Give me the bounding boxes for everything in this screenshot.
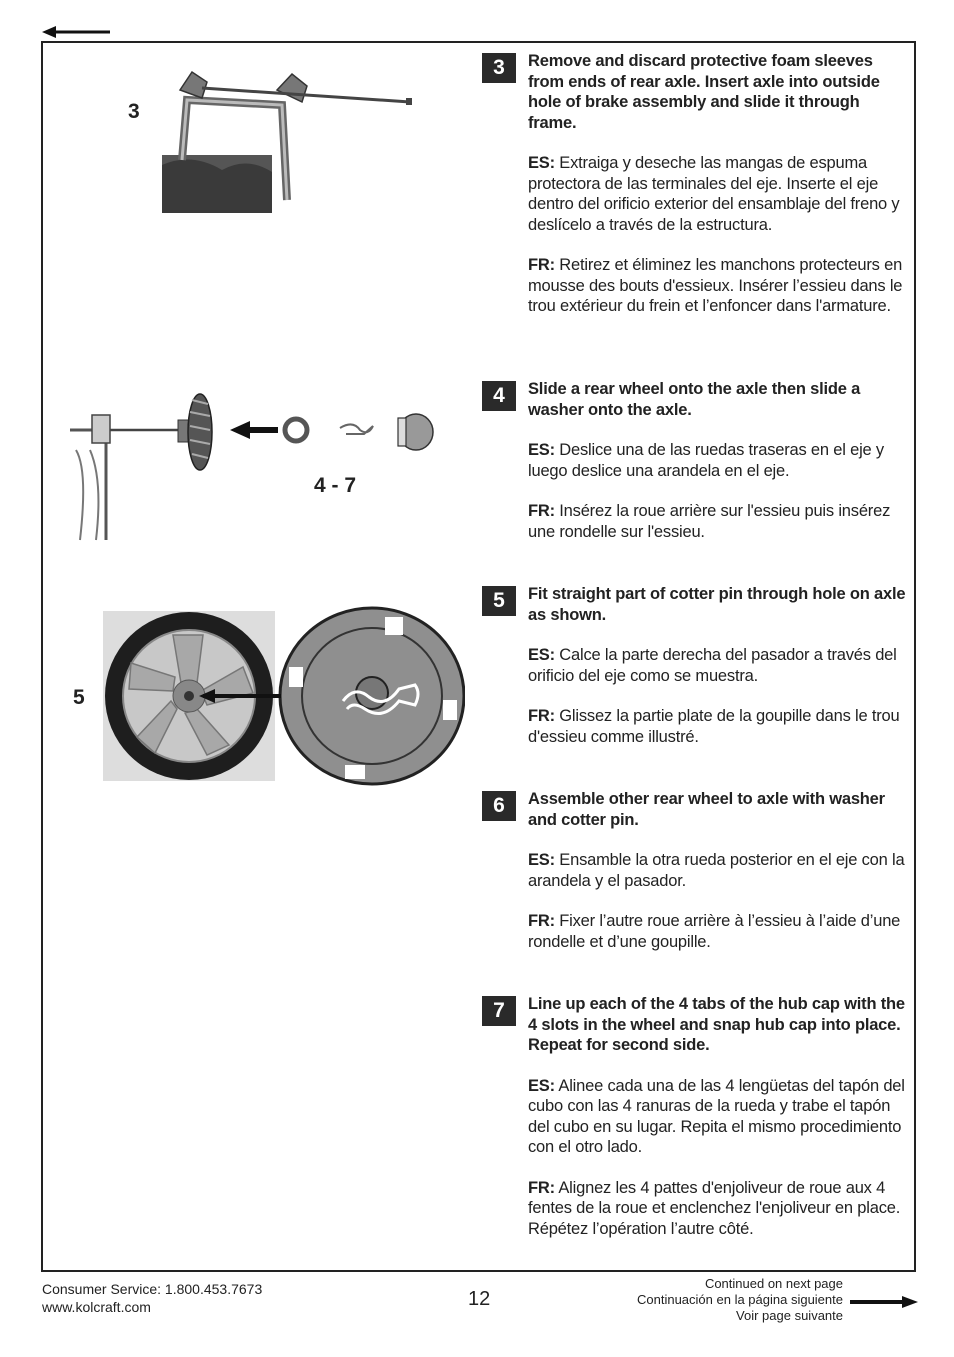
step-number: 6: [482, 791, 516, 821]
step-3-english: Remove and discard protective foam sleeves from ends of rear axle. Insert axle into outside hole of brake assembly and slide it through frame.: [528, 52, 880, 132]
step-5-spanish: Calce la parte derecha del pasador a través del orificio del eje como se muestra.: [528, 646, 897, 685]
step-number: 4: [482, 381, 516, 411]
step-4-french: Insérez la roue arrière sur l'essieu puis insérez une rondelle sur l'essieu.: [528, 502, 891, 541]
es-label: ES:: [528, 1076, 555, 1095]
figure-3-rear-axle-illustration: [162, 60, 422, 215]
figure-label-3: 3: [128, 100, 140, 123]
continued-english: Continued on next page: [704, 1276, 843, 1291]
step-4-spanish: Deslice una de las ruedas traseras en el eje y luego deslice una arandela en el eje.: [528, 441, 884, 480]
es-label: ES:: [528, 851, 555, 869]
fr-label: FR:: [528, 1178, 555, 1197]
consumer-service-phone: Consumer Service: 1.800.453.7673: [42, 1281, 263, 1297]
step-3-french: Retirez et éliminez les manchons protecteurs en mousse des bouts d'essieux. Insérer l’essieu dans le trou extérieur du frein et l’enfoncer dans l'armature.: [528, 256, 903, 315]
figure-label-5: 5: [73, 686, 85, 709]
step-number: 5: [482, 586, 516, 616]
fr-label: FR:: [528, 912, 555, 930]
fr-label: FR:: [528, 256, 555, 274]
previous-page-arrow-icon: [42, 22, 112, 42]
figure-5-cotter-pin-illustration: [103, 605, 465, 787]
step-5-french: Glissez la partie plate de la goupille dans le trou d'essieu comme illustré.: [528, 707, 900, 746]
step-number: 3: [482, 53, 516, 83]
continued-spanish: Continuación en la página siguiente: [637, 1292, 843, 1307]
step-6-english: Assemble other rear wheel to axle with washer and cotter pin.: [528, 790, 885, 829]
fr-label: FR:: [528, 707, 555, 725]
fr-label: FR:: [528, 502, 555, 520]
step-4-english: Slide a rear wheel onto the axle then slide a washer onto the axle.: [528, 380, 861, 419]
page-number: 12: [468, 1288, 491, 1310]
continued-notice: [637, 1276, 843, 1324]
step-6-spanish: Ensamble la otra rueda posterior en el eje con la arandela y el pasador.: [528, 851, 905, 890]
es-label: ES:: [528, 646, 555, 664]
website-link[interactable]: www.kolcraft.com: [42, 1299, 151, 1315]
figure-label-4-7: 4 - 7: [314, 474, 357, 497]
step-5-english: Fit straight part of cotter pin through hole on axle as shown.: [528, 585, 906, 624]
next-page-arrow-icon: [848, 1294, 918, 1310]
step-7-english: Line up each of the 4 tabs of the hub cap with the 4 slots in the wheel and snap hub cap into place. Repeat for second side.: [528, 995, 905, 1054]
step-7-spanish: Alinee cada una de las 4 lengüetas del tapón del cubo con las 4 ranuras de la rueda y trabe el tapón del cubo en su lugar. Repita el mismo procedimiento con el otro lado.: [528, 1076, 905, 1156]
continued-french: Voir page suivante: [736, 1308, 843, 1323]
step-7-french: Alignez les 4 pattes d'enjoliveur de roue aux 4 fentes de la roue et enclenchez l'enjoliveur en place. Répétez l’opération l’autre côté.: [528, 1178, 901, 1238]
figure-4-7-exploded-wheel-illustration: [68, 390, 448, 542]
consumer-service-info: [42, 1280, 262, 1316]
step-6-french: Fixer l’autre roue arrière à l’essieu à l’aide d’une rondelle et d’une goupille.: [528, 912, 901, 951]
es-label: ES:: [528, 154, 555, 172]
es-label: ES:: [528, 441, 555, 459]
step-3-spanish: Extraiga y deseche las mangas de espuma protectora de las terminales del eje. Inserte el eje dentro del orificio exterior del ensamblaje del freno y deslícelo a través de la estructura.: [528, 154, 900, 234]
step-number: 7: [482, 996, 516, 1026]
